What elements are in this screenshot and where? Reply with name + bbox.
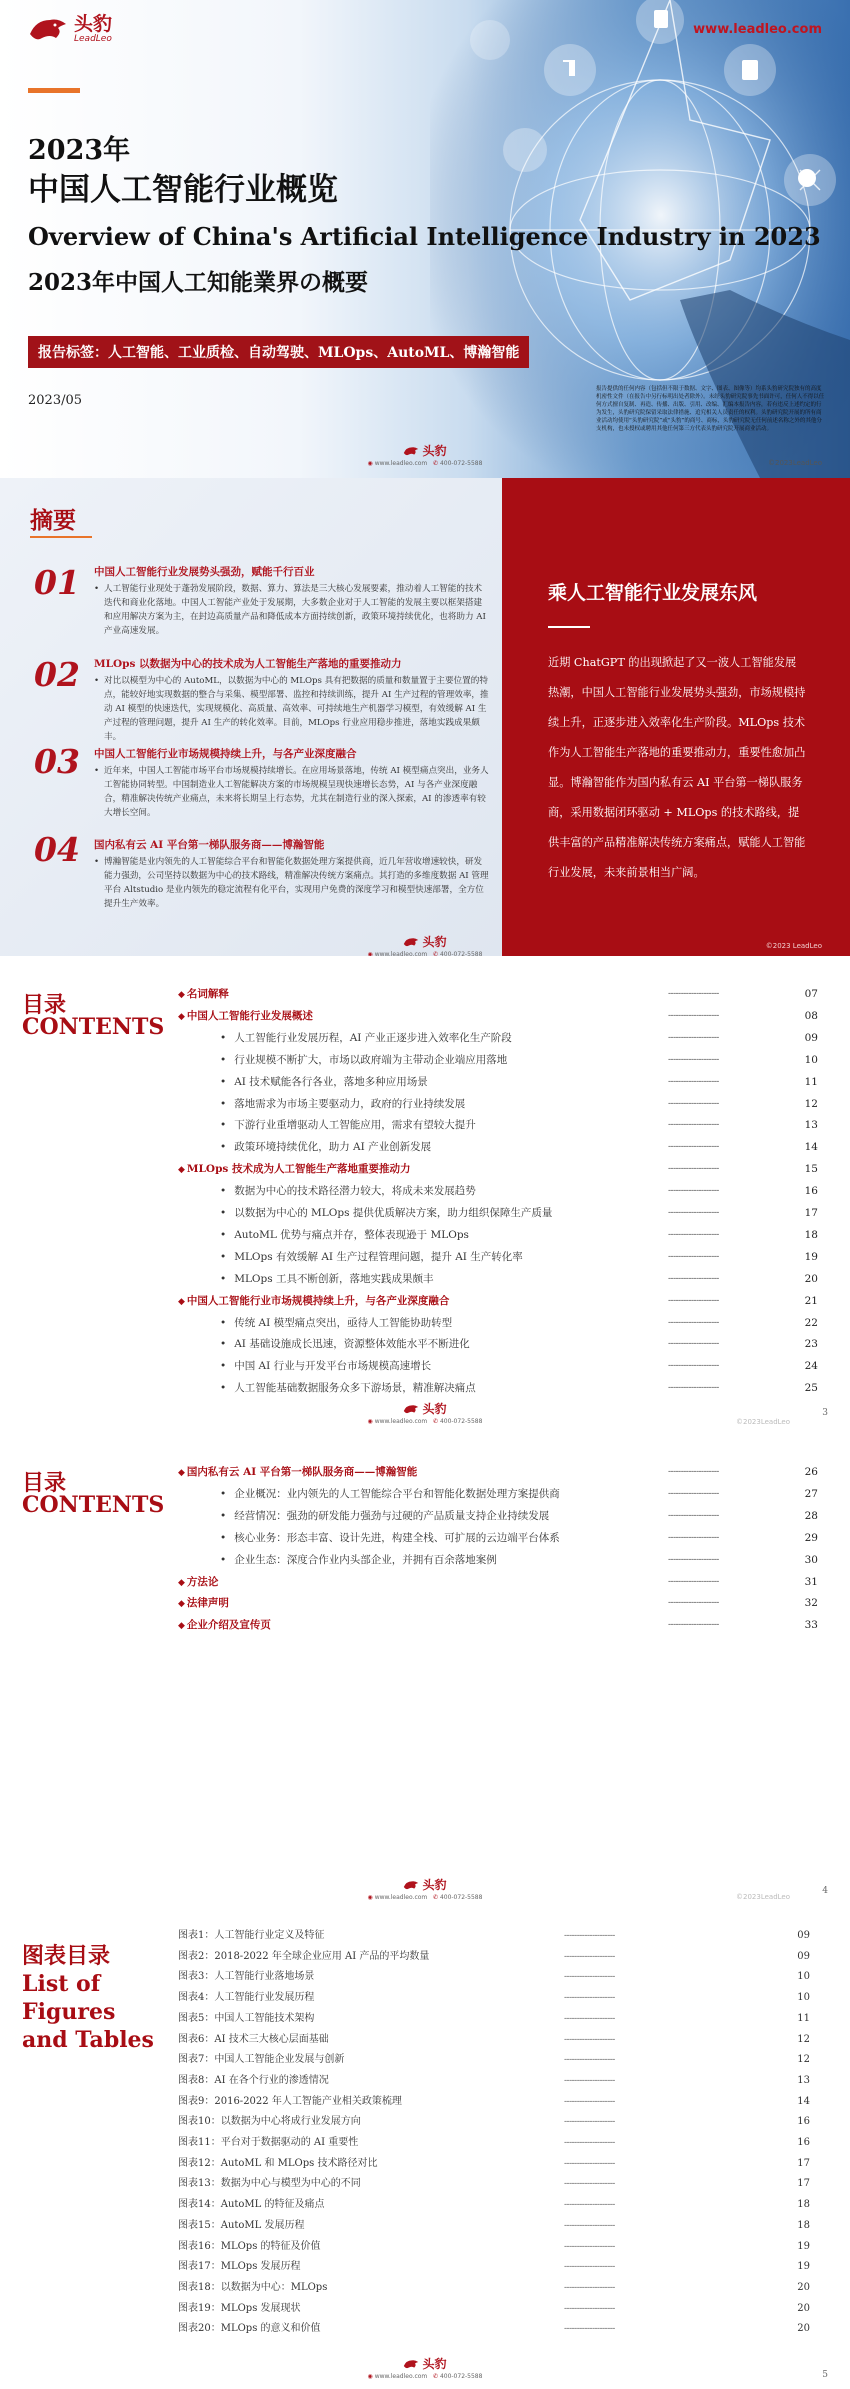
row-label: 图表7：中国人工智能企业发展与创新	[178, 2054, 345, 2066]
dot-leader: --------------------	[668, 1317, 719, 1328]
dot-leader: --------------------	[564, 2013, 615, 2024]
row-page-number: 11	[797, 2012, 810, 2024]
row-page-number: 17	[804, 1207, 818, 1219]
row-page-number: 16	[797, 2116, 810, 2128]
toc-row-sub[interactable]	[178, 1225, 818, 1245]
toc-row-sub[interactable]	[178, 1203, 818, 1223]
row-page-number: 12	[797, 2033, 810, 2045]
dot-leader: --------------------	[668, 1295, 719, 1306]
row-page-number: 07	[804, 988, 818, 1000]
brand-name-cn: 头豹	[74, 13, 113, 35]
figures-title-en-1: List of	[22, 1971, 101, 1997]
figure-row[interactable]	[178, 2319, 810, 2339]
dot-leader: --------------------	[668, 1510, 719, 1521]
dot-leader: --------------------	[668, 1273, 719, 1284]
row-page-number: 29	[804, 1531, 818, 1544]
summary-copyright: ©2023 LeadLeo	[765, 942, 822, 950]
toc-row-sub[interactable]	[178, 1506, 818, 1526]
footer-site: www.leadleo.com	[374, 1418, 428, 1425]
footer-phone: 400-072-5588	[439, 2373, 483, 2380]
dot-leader: --------------------	[564, 2303, 615, 2314]
summary-right-body: 近期 ChatGPT 的出现掀起了又一波人工智能发展热潮，中国人工智能行业发展势头强劲，市场规模持续上升，正逐步进入效率化生产阶段。MLOps 技术作为人工智能生产落地的重要推动力，重要性愈加凸显。博瀚智能作为国内私有云 AI 平台第一梯队服务商，采用数据闭环驱动 + MLOps 的技术路线，提供丰富的产品精准解决传统方案痛点，赋能人工智能行业发展，未来前景相当广阔。	[548, 656, 806, 879]
toc-row-sub[interactable]	[178, 1247, 818, 1267]
toc-row-sub[interactable]	[178, 1050, 818, 1070]
row-label: 图表10：以数据为中心将成行业发展方向	[178, 2116, 361, 2128]
dot-leader: --------------------	[668, 1576, 719, 1587]
dot-leader: --------------------	[668, 1339, 719, 1350]
dot-leader: --------------------	[668, 1142, 719, 1153]
leopard-logo-icon	[403, 1403, 419, 1415]
row-label: 图表18：以数据为中心：MLOps	[178, 2281, 328, 2293]
figure-row[interactable]	[178, 2216, 810, 2236]
row-label: • 人工智能基础数据服务众多下游场景，精准解决痛点	[220, 1378, 476, 1398]
toc-row-sub[interactable]	[178, 1181, 818, 1201]
row-label: • 中国 AI 行业与开发平台市场规模高速增长	[220, 1356, 431, 1376]
figure-row[interactable]	[178, 2030, 810, 2050]
dot-leader: --------------------	[668, 1186, 719, 1197]
row-label: 图表17：MLOps 发展历程	[178, 2261, 301, 2273]
figure-row[interactable]	[178, 1967, 810, 1987]
toc2-copyright: ©2023LeadLeo	[736, 1893, 790, 1901]
footer-phone: 400-072-5588	[439, 460, 483, 467]
contents-title-cn: 目录	[22, 1470, 67, 1496]
row-label: • 以数据为中心的 MLOps 提供优质解决方案，助力组织保障生产质量	[220, 1203, 552, 1223]
figure-row[interactable]	[178, 2278, 810, 2298]
toc-row-main[interactable]	[178, 1593, 818, 1613]
leadleo-logo[interactable]	[28, 14, 112, 44]
figure-row[interactable]	[178, 2092, 810, 2112]
row-page-number: 21	[804, 1294, 818, 1307]
row-page-number: 25	[804, 1382, 818, 1395]
row-page-number: 18	[804, 1228, 818, 1241]
dot-leader: --------------------	[668, 1532, 719, 1543]
row-label: 图表5：中国人工智能技术架构	[178, 2012, 315, 2024]
figure-row[interactable]	[178, 1988, 810, 2008]
figure-row[interactable]	[178, 2112, 810, 2132]
leopard-logo-icon	[403, 1879, 419, 1891]
leopard-logo-icon	[403, 2358, 419, 2370]
dot-leader: --------------------	[564, 2138, 615, 2148]
dot-leader: --------------------	[668, 1488, 719, 1499]
cover-footer-logo: 头豹 ◉ www.leadleo.com ✆ 400-072-5588	[367, 444, 483, 467]
toc-row-sub[interactable]	[178, 1269, 818, 1289]
row-page-number: 30	[804, 1553, 818, 1566]
toc-row-sub[interactable]	[178, 1528, 818, 1548]
section-body: • 近年来，中国人工智能市场平台市场规模持续增长。在应用场景落地，传统 AI 模型痛点突出，业务人工智能协同转型。中国制造业人工智能解决方案的市场规模呈现快速增长态势，AI 与各产业深度融合，精准解决传统产业痛点，未来将长期呈上行态势，尤其在制造行业的深入探索，AI 的渗透率有较大增长空间。	[94, 764, 490, 820]
figure-row[interactable]	[178, 2174, 810, 2194]
page-number: 3	[822, 1408, 828, 1418]
section-body: • 对比以模型为中心的 AutoML，以数据为中心的 MLOps 具有把数据的质量和数量置于主要位置的特点，能较好地实现数据的整合与采集、模型部署、监控和持续训练，提升 AI 生产过程的管理效率，推动 AI 模型的快速迭代，实现规模化、高质量、高效率、可持续地生产机器学习模型，有效缓解 AI 生产过程的管理问题，提升 AI 生产的转化效率。目前，MLOps 行业应用稳步推进，落地实践成果颇丰。	[94, 674, 490, 744]
row-label: ◆ MLOps 技术成为人工智能生产落地重要推动力	[178, 1159, 410, 1180]
row-page-number: 13	[797, 2074, 810, 2086]
row-label: • AI 技术赋能各行各业，落地多种应用场景	[220, 1072, 428, 1092]
row-label: • 企业概况：业内领先的人工智能综合平台和智能化数据处理方案提供商	[220, 1484, 560, 1504]
toc1-copyright: ©2023LeadLeo	[736, 1418, 790, 1426]
row-page-number: 20	[797, 2302, 810, 2314]
dot-leader: --------------------	[668, 1251, 719, 1262]
title-accent-bar	[28, 88, 80, 93]
toc-row-main[interactable]	[178, 984, 818, 1004]
dot-leader: --------------------	[668, 1164, 719, 1175]
row-page-number: 09	[804, 1031, 818, 1044]
footer-site: www.leadleo.com	[374, 2373, 428, 2380]
row-page-number: 12	[797, 2054, 810, 2066]
row-page-number: 18	[797, 2219, 810, 2231]
contents-title-en: CONTENTS	[22, 1492, 165, 1518]
figure-row[interactable]	[178, 2257, 810, 2277]
row-label: • 数据为中心的技术路径潜力较大，将成未来发展趋势	[220, 1181, 476, 1201]
dot-leader: --------------------	[564, 2324, 615, 2335]
dot-leader: --------------------	[668, 1120, 719, 1131]
dot-leader: --------------------	[668, 1229, 719, 1240]
row-label: • 落地需求为市场主要驱动力，政府的行业持续发展	[220, 1094, 465, 1114]
toc-row-sub[interactable]	[178, 1028, 818, 1048]
website-link[interactable]: www.leadleo.com	[693, 22, 822, 37]
row-label: • 下游行业重增驱动人工智能应用，需求有望较大提升	[220, 1115, 476, 1135]
contents-title-cn: 目录	[22, 992, 67, 1018]
dot-leader: --------------------	[564, 1972, 615, 1983]
row-label: 图表20：MLOps 的意义和价值	[178, 2323, 321, 2335]
toc-row-main[interactable]	[178, 1615, 818, 1635]
leopard-logo-icon	[28, 14, 68, 44]
dot-leader: --------------------	[668, 1467, 719, 1477]
figure-row[interactable]	[178, 2050, 810, 2070]
row-label: 图表11：平台对于数据驱动的 AI 重要性	[178, 2137, 359, 2148]
toc-row-sub[interactable]	[178, 1550, 818, 1570]
figure-row[interactable]	[178, 1947, 810, 1967]
dot-leader: --------------------	[668, 1208, 719, 1218]
row-page-number: 20	[797, 2281, 810, 2293]
row-label: 图表4：人工智能行业发展历程	[178, 1992, 315, 2004]
dot-leader: --------------------	[668, 1383, 719, 1394]
section-title: 中国人工智能行业市场规模持续上升，与各产业深度融合	[94, 748, 357, 760]
dot-leader: --------------------	[564, 2262, 615, 2273]
toc-row-sub[interactable]	[178, 1313, 818, 1333]
toc1-footer-logo: 头豹 ◉ www.leadleo.com ✆ 400-072-5588	[367, 1402, 483, 1425]
figures-title-cn: 图表目录	[22, 1943, 111, 1969]
row-label: ◆ 方法论	[178, 1572, 218, 1593]
toc-row-main[interactable]	[178, 1572, 818, 1592]
footer-site: www.leadleo.com	[374, 1894, 428, 1901]
dot-leader: --------------------	[668, 989, 719, 999]
row-page-number: 12	[804, 1097, 818, 1110]
summary-footer-logo: 头豹 ◉ www.leadleo.com ✆ 400-072-5588	[367, 935, 483, 956]
footer-phone: 400-072-5588	[439, 1894, 483, 1901]
row-label: 图表15：AutoML 发展历程	[178, 2219, 305, 2231]
row-page-number: 20	[797, 2323, 810, 2335]
row-page-number: 22	[804, 1316, 818, 1329]
row-page-number: 19	[797, 2240, 810, 2252]
dot-leader: --------------------	[668, 1076, 719, 1087]
report-tags: 报告标签：人工智能、工业质检、自动驾驶、MLOps、AutoML、博瀚智能	[28, 336, 529, 368]
report-date: 2023/05	[28, 393, 83, 408]
row-page-number: 18	[797, 2199, 810, 2211]
section-number: 01	[34, 563, 80, 602]
row-page-number: 31	[804, 1575, 818, 1588]
summary-right-title: 乘人工智能行业发展东风	[548, 582, 758, 604]
row-page-number: 13	[804, 1119, 818, 1132]
row-page-number: 27	[804, 1487, 818, 1500]
dot-leader: --------------------	[564, 2282, 615, 2293]
row-label: ◆ 企业介绍及宣传页	[178, 1615, 271, 1636]
row-page-number: 32	[804, 1597, 818, 1610]
cover-page	[0, 0, 850, 478]
row-label: ◆ 法律声明	[178, 1593, 229, 1614]
section-body: • 人工智能行业现处于蓬勃发展阶段，数据、算力、算法是三大核心发展要素，推动着人工智能的技术迭代和商业化落地。中国人工智能产业处于发展期，大多数企业对于人工智能的发展主要以框架搭建和应用解决方案为主，在封边高质量产品和降低成本方面持续创新，政策环境持续优化，也将助力 AI 产业高速发展。	[94, 582, 490, 652]
dot-leader: --------------------	[668, 1554, 719, 1565]
row-page-number: 09	[797, 1950, 810, 1962]
row-page-number: 14	[797, 2095, 810, 2107]
dot-leader: --------------------	[668, 1361, 719, 1372]
cover-copyright: ©2023LeadLeo	[768, 459, 822, 467]
figure-row[interactable]	[178, 2009, 810, 2029]
toc-row-main[interactable]	[178, 1291, 818, 1311]
row-label: 图表19：MLOps 发展现状	[178, 2302, 301, 2314]
figure-row[interactable]	[178, 2071, 810, 2091]
toc-row-sub[interactable]	[178, 1378, 818, 1398]
row-label: 图表1：人工智能行业定义及特征	[178, 1930, 325, 1941]
dot-leader: --------------------	[668, 1054, 719, 1065]
contents-title-en: CONTENTS	[22, 1014, 165, 1040]
dot-leader: --------------------	[564, 2034, 615, 2045]
summary-heading: 摘要	[30, 507, 76, 534]
section-title: 国内私有云 AI 平台第一梯队服务商——博瀚智能	[94, 839, 325, 851]
figure-row[interactable]	[178, 2237, 810, 2257]
row-label: • AI 基础设施成长迅速，资源整体效能水平不断进化	[220, 1334, 470, 1354]
dot-leader: --------------------	[564, 2096, 615, 2107]
footer-site: www.leadleo.com	[374, 951, 428, 956]
row-page-number: 14	[804, 1141, 818, 1154]
dot-leader: --------------------	[564, 2241, 615, 2252]
figures-title-en-3: and Tables	[22, 2027, 154, 2053]
contents-page-2	[0, 1434, 850, 1912]
row-page-number: 20	[804, 1272, 818, 1285]
footer-brand: 头豹	[422, 935, 447, 949]
row-label: 图表13：数据为中心与模型为中心的不同	[178, 2178, 361, 2190]
row-label: • 政策环境持续优化，助力 AI 产业创新发展	[220, 1137, 431, 1157]
row-page-number: 10	[804, 1053, 818, 1066]
row-page-number: 16	[797, 2137, 810, 2148]
toc2-footer-logo: 头豹 ◉ www.leadleo.com ✆ 400-072-5588	[367, 1878, 483, 1901]
toc-row-sub[interactable]	[178, 1094, 818, 1114]
row-page-number: 28	[804, 1509, 818, 1522]
section-body: • 博瀚智能是业内领先的人工智能综合平台和智能化数据处理方案提供商，近几年营收增速较快，研发能力强劲，公司坚持以数据为中心的技术路线，精准解决传统方案痛点。其打造的多维度数据 AI 管理平台 Altstudio 是业内领先的稳定流程有化平台，实现用户免费的深度学习和模型快速部署，全方位提升生产效率。	[94, 855, 490, 911]
dot-leader: --------------------	[564, 2075, 615, 2086]
row-label: 图表2：2018-2022 年全球企业应用 AI 产品的平均数量	[178, 1950, 430, 1962]
row-label: 图表8：AI 在各个行业的渗透情况	[178, 2074, 329, 2086]
footer-phone: 400-072-5588	[439, 951, 483, 956]
row-page-number: 11	[804, 1075, 818, 1088]
row-page-number: 19	[797, 2261, 810, 2273]
toc-row-main[interactable]	[178, 1006, 818, 1026]
right-title-underline	[548, 626, 590, 628]
row-label: 图表14：AutoML 的特征及痛点	[178, 2199, 325, 2211]
toc-row-sub[interactable]	[178, 1356, 818, 1376]
dot-leader: --------------------	[564, 1951, 615, 1962]
toc-row-sub[interactable]	[178, 1137, 818, 1157]
brand-name-en: LeadLeo	[74, 34, 112, 44]
row-page-number: 24	[804, 1360, 818, 1373]
cover-title-jp: 2023年中国人工知能業界の概要	[28, 269, 369, 296]
contents-page-1	[0, 956, 850, 1434]
row-label: • 人工智能行业发展历程，AI 产业正逐步进入效率化生产阶段	[220, 1028, 512, 1048]
row-label: • 传统 AI 模型痛点突出，亟待人工智能协助转型	[220, 1313, 452, 1333]
footer-brand: 头豹	[422, 2357, 447, 2371]
row-label: 图表9：2016-2022 年人工智能产业相关政策梳理	[178, 2095, 402, 2107]
figs-footer-logo: 头豹 ◉ www.leadleo.com ✆ 400-072-5588	[367, 2357, 483, 2380]
dot-leader: --------------------	[564, 2117, 615, 2128]
section-title: MLOps 以数据为中心的技术成为人工智能生产落地的重要推动力	[94, 658, 402, 670]
row-page-number: 10	[797, 1992, 810, 2004]
toc-row-main[interactable]	[178, 1159, 818, 1179]
dot-leader: --------------------	[564, 2158, 615, 2169]
row-label: • AutoML 优势与痛点并存，整体表现逊于 MLOps	[220, 1225, 469, 1245]
row-page-number: 16	[804, 1185, 818, 1198]
dot-leader: --------------------	[564, 1931, 615, 1941]
page-number: 5	[822, 2370, 828, 2380]
row-label: 图表12：AutoML 和 MLOps 技术路径对比	[178, 2157, 378, 2169]
toc-row-sub[interactable]	[178, 1072, 818, 1092]
row-label: ◆ 国内私有云 AI 平台第一梯队服务商——博瀚智能	[178, 1462, 417, 1483]
row-page-number: 17	[797, 2178, 810, 2190]
section-title: 中国人工智能行业发展势头强劲，赋能千行百业	[94, 566, 315, 578]
dot-leader: --------------------	[668, 1010, 719, 1021]
figure-row[interactable]	[178, 1926, 810, 1946]
row-label: 图表16：MLOps 的特征及价值	[178, 2240, 321, 2252]
cover-title-en: Overview of China's Artificial Intelligence Industry in 2023	[28, 222, 821, 251]
row-label: • 企业生态：深度合作业内头部企业，并拥有百余落地案例	[220, 1550, 497, 1570]
row-page-number: 19	[804, 1250, 818, 1263]
row-label: • 核心业务：形态丰富、设计先进，构建全栈、可扩展的云边端平台体系	[220, 1528, 560, 1548]
leopard-logo-icon	[403, 936, 419, 948]
row-label: 图表6：AI 技术三大核心层面基础	[178, 2033, 329, 2045]
dot-leader: --------------------	[564, 2055, 615, 2066]
leopard-logo-icon	[403, 445, 419, 457]
toc-row-sub[interactable]	[178, 1484, 818, 1504]
row-label: • 行业规模不断扩大，市场以政府端为主带动企业端应用落地	[220, 1050, 507, 1070]
cover-year-title: 2023年	[28, 135, 131, 166]
row-label: • MLOps 工具不断创新，落地实践成果颇丰	[220, 1269, 433, 1289]
summary-page	[0, 478, 850, 956]
figure-row[interactable]	[178, 2133, 810, 2153]
toc-row-sub[interactable]	[178, 1334, 818, 1354]
footer-brand: 头豹	[422, 444, 447, 458]
row-page-number: 09	[797, 1930, 810, 1941]
figures-title-en-2: Figures	[22, 1999, 116, 2025]
cover-title-cn: 中国人工智能行业概览	[28, 172, 338, 208]
row-label: ◆ 中国人工智能行业市场规模持续上升，与各产业深度融合	[178, 1291, 449, 1312]
row-page-number: 17	[797, 2157, 810, 2169]
toc-row-main[interactable]	[178, 1462, 818, 1482]
section-number: 02	[34, 655, 80, 694]
row-label: • 经营情况：强劲的研发能力强劲与过硬的产品质量支持企业持续发展	[220, 1506, 549, 1526]
figure-row[interactable]	[178, 2154, 810, 2174]
dot-leader: --------------------	[564, 1993, 615, 2004]
row-page-number: 23	[804, 1338, 818, 1351]
figure-row[interactable]	[178, 2195, 810, 2215]
cover-disclaimer: 报告提供的任何内容（包括但不限于数据、文字、图表、图像等）均系头豹研究院独有的高度机密性文件（在报告中另行标明出处者除外）。未经头豹研究院事先书面许可，任何人不得以任何方式擅自复制、再造、传播、出版、引用、改编、汇编本报告内容，若有违反上述约定的行为发生，头豹研究院保留采取法律措施、追究相关人员责任的权利。头豹研究院开展的所有商业活动均使用“头豹研究院”或“头豹”的商号、商标，头豹研究院无任何前述名称之外的其他分支机构，也未授权或聘用其他任何第三方代表头豹研究院开展商业活动。	[596, 386, 825, 432]
row-page-number: 10	[797, 1971, 810, 1983]
row-page-number: 33	[804, 1619, 818, 1632]
heading-underline	[30, 536, 92, 538]
row-page-number: 15	[804, 1163, 818, 1176]
footer-brand: 头豹	[422, 1878, 447, 1892]
toc-row-sub[interactable]	[178, 1115, 818, 1135]
figure-row[interactable]	[178, 2299, 810, 2319]
dot-leader: --------------------	[668, 1098, 719, 1109]
dot-leader: --------------------	[668, 1620, 719, 1631]
section-number: 04	[34, 830, 80, 869]
dot-leader: --------------------	[564, 2200, 615, 2211]
page-number: 4	[822, 1886, 828, 1896]
dot-leader: --------------------	[668, 1032, 719, 1043]
footer-brand: 头豹	[422, 1402, 447, 1416]
row-label: • MLOps 有效缓解 AI 生产过程管理问题，提升 AI 生产转化率	[220, 1247, 523, 1267]
row-page-number: 08	[804, 1009, 818, 1022]
footer-phone: 400-072-5588	[439, 1418, 483, 1425]
dot-leader: --------------------	[564, 2220, 615, 2231]
dot-leader: --------------------	[668, 1598, 719, 1609]
row-page-number: 26	[804, 1466, 818, 1478]
row-label: ◆ 名词解释	[178, 984, 229, 1005]
figures-list-page	[0, 1912, 850, 2389]
section-number: 03	[34, 742, 80, 781]
dot-leader: --------------------	[564, 2179, 615, 2190]
row-label: 图表3：人工智能行业落地场景	[178, 1971, 315, 1983]
footer-site: www.leadleo.com	[374, 460, 428, 467]
row-label: ◆ 中国人工智能行业发展概述	[178, 1006, 313, 1027]
